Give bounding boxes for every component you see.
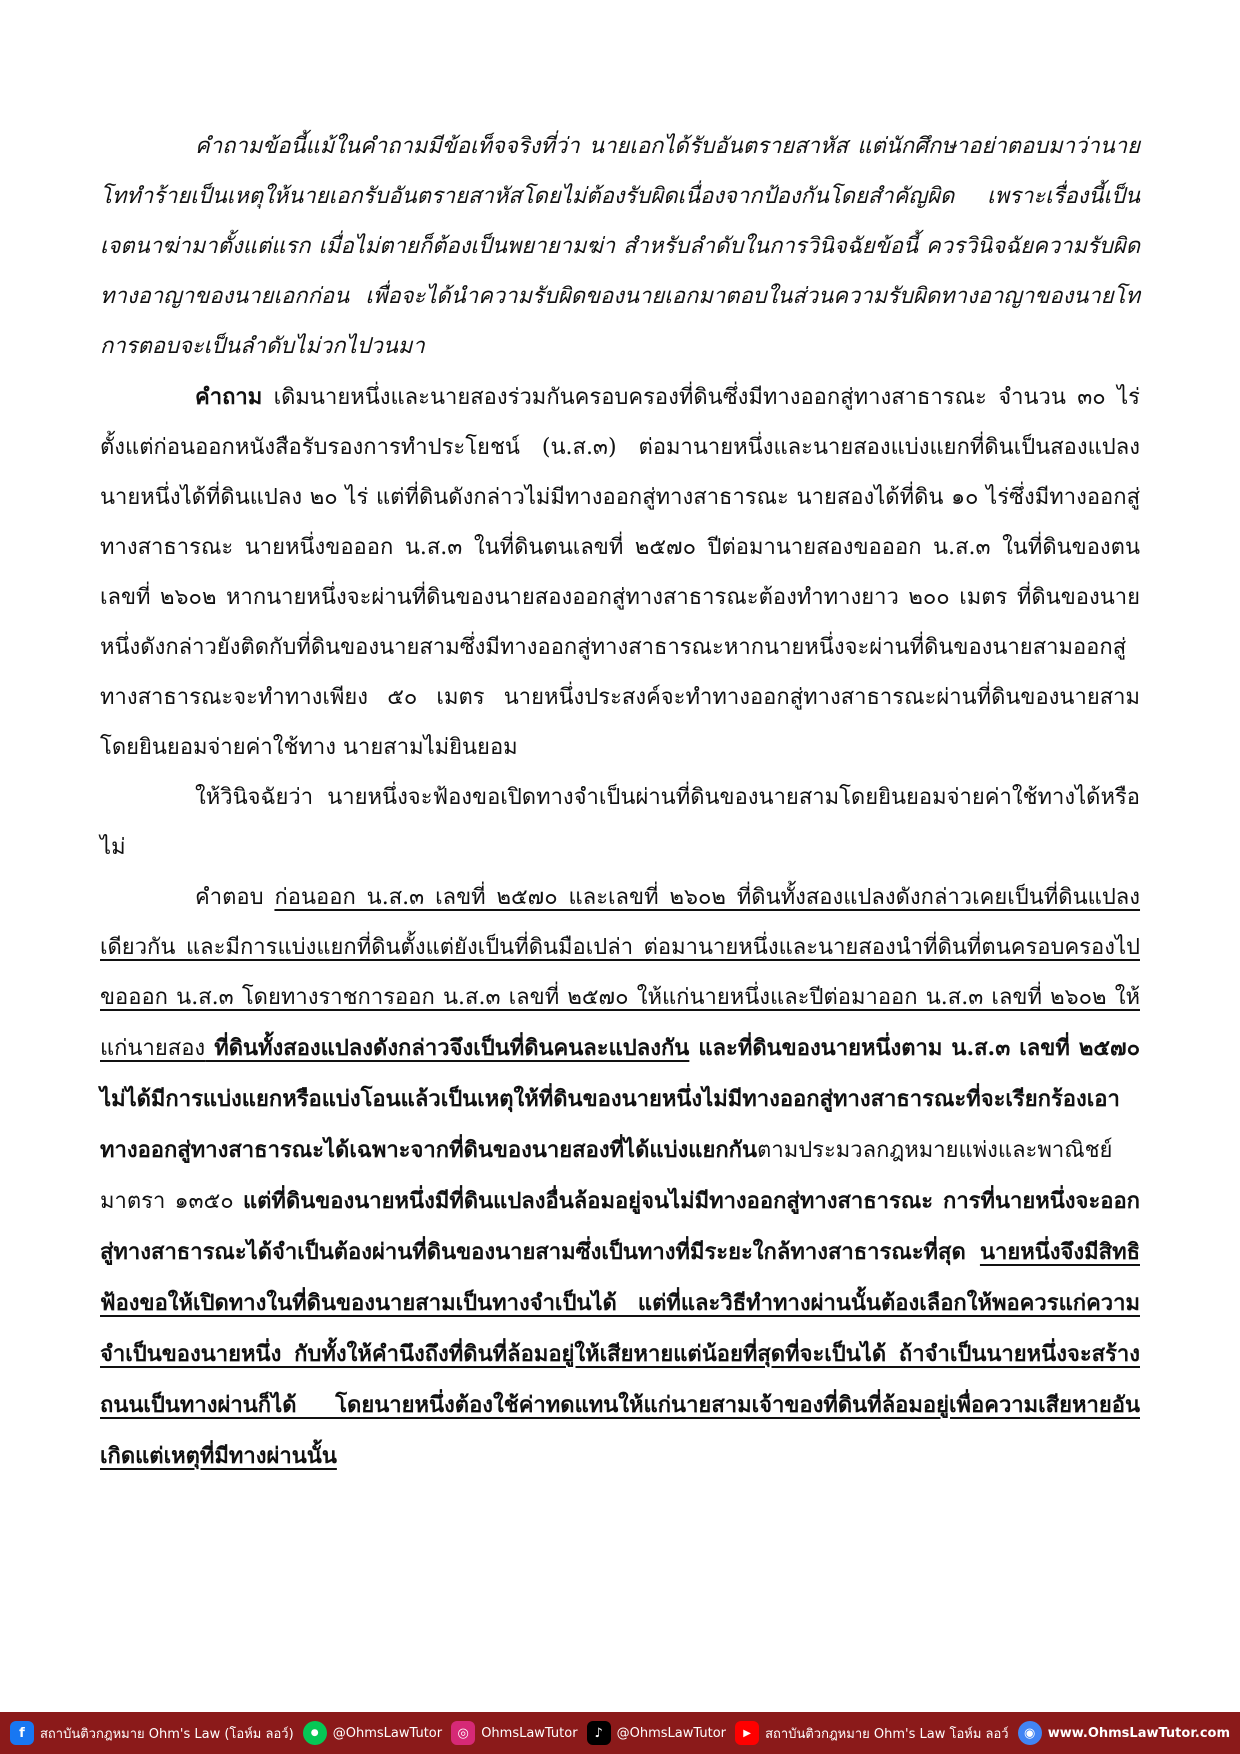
footer-facebook[interactable] bbox=[10, 1721, 294, 1745]
footer-youtube[interactable] bbox=[735, 1721, 1009, 1745]
question-label: คำถาม bbox=[195, 384, 263, 410]
footer-instagram-text: OhmsLawTutor bbox=[481, 1725, 578, 1741]
question-paragraph bbox=[100, 372, 1140, 773]
answer-paragraph bbox=[100, 873, 1140, 1482]
answer-bold-underlined-1: ที่ดินทั้งสองแปลงดังกล่าวจึงเป็นที่ดินคนละแปลงกัน bbox=[205, 1035, 690, 1061]
footer-website[interactable] bbox=[1018, 1721, 1230, 1745]
question-text: เดิมนายหนึ่งและนายสองร่วมกันครอบครองที่ดินซึ่งมีทางออกสู่ทางสาธารณะ จำนวน ๓๐ ไร่ ตั้งแต่ก่อนออกหนังสือรับรองการทำประโยชน์ (น.ส.๓) ต่อมานายหนึ่งและนายสองแบ่งแยกที่ดินเป็นสองแปลง นายหนึ่งได้ที่ดินแปลง ๒๐ ไร่ แต่ที่ดินดังกล่าวไม่มีทางออกสู่ทางสาธารณะ นายสองได้ที่ดิน ๑๐ ไร่ซึ่งมีทางออกสู่ทางสาธารณะ นายหนึ่งขอออก น.ส.๓ ในที่ดินตนเลขที่ ๒๕๗๐ ปีต่อมานายสองขอออก น.ส.๓ ในที่ดินของตนเลขที่ ๒๖๐๒ หากนายหนึ่งจะผ่านที่ดินของนายสองออกสู่ทางสาธารณะต้องทำทางยาว ๒๐๐ เมตร ที่ดินของนายหนึ่งดังกล่าวยังติดกับที่ดินของนายสามซึ่งมีทางออกสู่ทางสาธารณะหากนายหนึ่งจะผ่านที่ดินของนายสามออกสู่ทางสาธารณะจะทำทางเพียง ๕๐ เมตร นายหนึ่งประสงค์จะทำทางออกสู่ทางสาธารณะผ่านที่ดินของนายสามโดยยินยอมจ่ายค่าใช้ทาง นายสามไม่ยินยอม bbox=[100, 385, 1140, 760]
line-icon: ● bbox=[303, 1721, 327, 1745]
answer-underlined-1: ก่อนออก น.ส.๓ เลขที่ ๒๕๗๐ และเลขที่ ๒๖๐๒ ที่ดินทั้งสองแปลงดังกล่าวเคยเป็นที่ดินแปลงเดียวกัน และมีการแบ่งแยกที่ดินตั้งแต่ยังเป็นที่ดินมือเปล่า ต่อมานายหนึ่งและนายสองนำที่ดินที่ตนครอบครองไปขอออก น.ส.๓ โดยทางราชการออก น.ส.๓ เลขที่ ๒๕๗๐ ให้แก่นายหนึ่งและปีต่อมาออก น.ส.๓ เลขที่ ๒๖๐๒ ให้แก่นายสอง bbox=[100, 885, 1141, 1061]
answer-label: คำตอบ bbox=[195, 885, 275, 910]
footer-tiktok[interactable] bbox=[587, 1721, 726, 1745]
footer-line-text: @OhmsLawTutor bbox=[332, 1725, 443, 1741]
youtube-icon: ▶ bbox=[735, 1721, 759, 1745]
document-body bbox=[100, 122, 1140, 1482]
footer-bar bbox=[0, 1712, 1240, 1754]
footer-line[interactable] bbox=[303, 1721, 442, 1745]
answer-bold-2: แต่ที่ดินของนายหนึ่งมีที่ดินแปลงอื่นล้อมอยู่จนไม่มีทางออกสู่ทางสาธารณะ การที่นายหนึ่งจะออกสู่ทางสาธารณะได้จำเป็นต้องผ่านที่ดินของนายสามซึ่งเป็นทางที่มีระยะใกล้ทางสาธารณะที่สุด bbox=[100, 1188, 1141, 1265]
answer-bold-1: และที่ดินของนายหนึ่งตาม น.ส.๓ เลขที่ ๒๕๗๐ ไม่ได้มีการแบ่งแยกหรือแบ่งโอนแล้วเป็นเหตุให้ที่ดินของนายหนึ่งไม่มีทางออกสู่ทางสาธารณะที่จะเรียกร้องเอาทางออกสู่ทางสาธารณะได้เฉพาะจากที่ดินของนายสองที่ได้แบ่งแยกกัน bbox=[100, 1035, 1140, 1163]
footer-website-text: www.OhmsLawTutor.com bbox=[1047, 1725, 1230, 1741]
footer-instagram[interactable] bbox=[451, 1721, 577, 1745]
facebook-icon: f bbox=[10, 1721, 34, 1745]
intro-paragraph: คำถามข้อนี้แม้ในคำถามมีข้อเท็จจริงที่ว่า นายเอกได้รับอันตรายสาหัส แต่นักศึกษาอย่าตอบมาว่านายโททำร้ายเป็นเหตุให้นายเอกรับอันตรายสาหัสโดยไม่ต้องรับผิดเนื่องจากป้องกันโดยสำคัญผิด เพราะเรื่องนี้เป็นเจตนาฆ่ามาตั้งแต่แรก เมื่อไม่ตายก็ต้องเป็นพยายามฆ่า สำหรับลำดับในการวินิจฉัยข้อนี้ ควรวินิจฉัยความรับผิดทางอาญาของนายเอกก่อน เพื่อจะได้นำความรับผิดของนายเอกมาตอบในส่วนความรับผิดทางอาญาของนายโทการตอบจะเป็นลำดับไม่วกไปวนมา bbox=[100, 134, 1140, 359]
footer-facebook-text: สถาบันติวกฎหมาย Ohm's Law (โอห์ม ลอว์) bbox=[40, 1726, 294, 1742]
answer-normal-1: ตามประมวลกฎหมายแพ่งและพาณิชย์ มาตรา ๑๓๕๐ bbox=[100, 1138, 1113, 1214]
instagram-icon: ◎ bbox=[451, 1721, 475, 1745]
footer-tiktok-text: @OhmsLawTutor bbox=[616, 1725, 726, 1741]
answer-bold-underlined-2: นายหนึ่งจึงมีสิทธิฟ้องขอให้เปิดทางในที่ดินของนายสามเป็นทางจำเป็นได้ แต่ที่และวิธีทำทางผ่านนั้นต้องเลือกให้พอควรแก่ความจำเป็นของนายหนึ่ง กับทั้งให้คำนึงถึงที่ดินที่ล้อมอยู่ให้เสียหายแต่น้อยที่สุดที่จะเป็นได้ ถ้าจำเป็นนายหนึ่งจะสร้างถนนเป็นทางผ่านก็ได้ โดยนายหนึ่งต้องใช้ค่าทดแทนให้แก่นายสามเจ้าของที่ดินที่ล้อมอยู่เพื่อความเสียหายอันเกิดแต่เหตุที่มีทางผ่านนั้น bbox=[100, 1239, 1140, 1469]
footer-youtube-text: สถาบันติวกฎหมาย Ohm's Law โอห์ม ลอว์ bbox=[765, 1726, 1009, 1742]
tiktok-icon: ♪ bbox=[587, 1721, 611, 1745]
web-icon: ◉ bbox=[1018, 1721, 1042, 1745]
instruction-paragraph: ให้วินิจฉัยว่า นายหนึ่งจะฟ้องขอเปิดทางจำเป็นผ่านที่ดินของนายสามโดยยินยอมจ่ายค่าใช้ทางได้หรือไม่ bbox=[100, 785, 1140, 860]
